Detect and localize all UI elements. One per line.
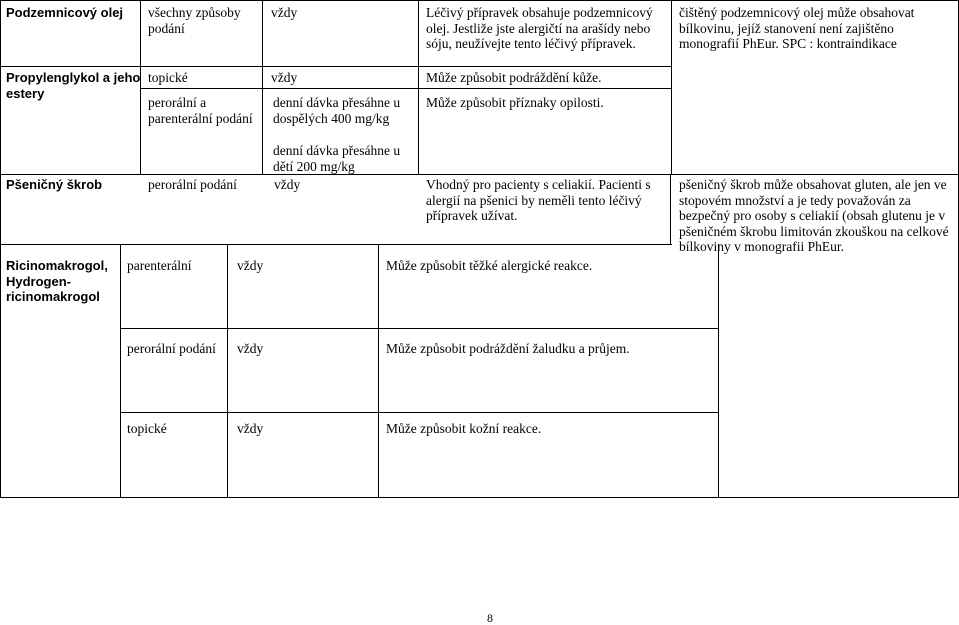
grid-line [140, 88, 672, 89]
threshold-cell: vždy [237, 421, 264, 436]
threshold-cell: vždy [271, 5, 298, 20]
grid-line [0, 66, 672, 67]
info-cell: Může způsobit podráždění kůže. [426, 70, 602, 85]
grid-line [670, 174, 671, 244]
route-cell: parenterální [127, 258, 192, 273]
route-cell: perorální podání [148, 177, 237, 192]
info-cell: Může způsobit příznaky opilosti. [426, 95, 604, 110]
info-cell: Vhodný pro pacienty s celiakií. Pacienti s alergií na pšenici by neměli tento léčivý přípravek užívat. [426, 177, 651, 223]
comment-cell: čištěný podzemnicový olej může obsahovat bílkovinu, jejíž stanovení není zajištěno monografií PhEur. SPC : kontraindikace [679, 5, 915, 51]
table-border-left [0, 0, 1, 498]
threshold-cell: vždy [237, 341, 264, 356]
excipient-name: Propylenglykol a jeho estery [6, 70, 141, 101]
grid-line [0, 174, 959, 175]
info-cell: Léčivý přípravek obsahuje podzemnicový olej. Jestliže jste alergičtí na arašídy nebo sóju, neužívejte tento léčivý přípravek. [426, 5, 653, 51]
info-cell: Může způsobit těžké alergické reakce. [386, 258, 593, 273]
grid-line [120, 412, 719, 413]
route-cell: všechny způsoby podání [148, 5, 241, 36]
route-cell: topické [127, 421, 167, 436]
grid-line [227, 244, 228, 498]
table-border-top [0, 0, 959, 1]
threshold-cell: vždy [271, 70, 298, 85]
excipient-name: Pšeničný škrob [6, 177, 103, 192]
route-cell: topické [148, 70, 188, 85]
grid-line [378, 244, 379, 498]
grid-line [120, 328, 719, 329]
route-cell: perorální podání [127, 341, 216, 356]
page-number: 8 [487, 611, 493, 625]
threshold-cell: vždy [237, 258, 264, 273]
excipient-name: Podzemnicový olej [6, 5, 124, 20]
grid-line [120, 244, 121, 498]
grid-line [0, 244, 672, 245]
threshold-cell: vždy [274, 177, 301, 192]
threshold-cell: denní dávka přesáhne u dětí 200 mg/kg [273, 143, 401, 174]
route-cell: perorální a parenterální podání [148, 95, 253, 126]
threshold-cell: denní dávka přesáhne u dospělých 400 mg/kg [273, 95, 401, 126]
info-cell: Může způsobit kožní reakce. [386, 421, 542, 436]
excipient-name: Ricinomakrogol, Hydrogen-ricinomakrogol [6, 258, 108, 304]
grid-line [718, 244, 719, 498]
comment-cell: pšeničný škrob může obsahovat gluten, ale jen ve stopovém množství a je tedy považován za bezpečný pro osoby s celiakií (obsah glutenu je v pšeničném škrobu limitován zkouškou na celkové bílkoviny v monografii PhEur. [679, 177, 949, 254]
table-border-bottom [0, 497, 959, 498]
info-cell: Může způsobit podráždění žaludku a průjem. [386, 341, 630, 356]
